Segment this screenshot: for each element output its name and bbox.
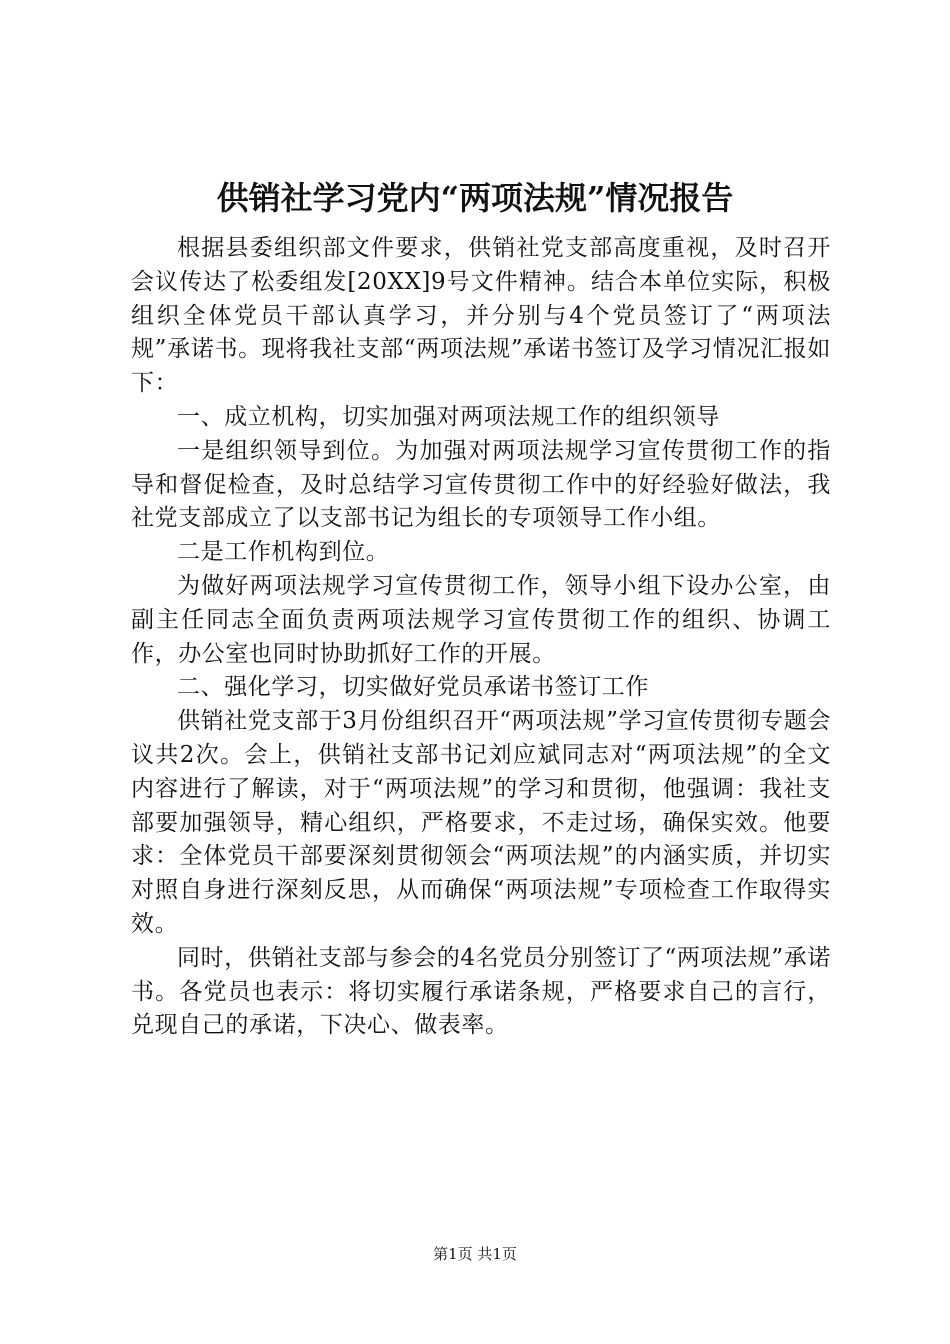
- paragraph-meeting: 供销社党支部于3月份组织召开“两项法规”学习宣传贯彻专题会议共2次。会上，供销社支部书记刘应斌同志对“两项法规”的全文内容进行了解读，对于“两项法规”的学习和贯彻，他强调：我社支部要加强领导，精心组织，严格要求，不走过场，确保实效。他要求：全体党员干部要深刻贯彻领会“两项法规”的内涵实质，并切实对照自身进行深刻反思，从而确保“两项法规”专项检查工作取得实效。: [131, 708, 831, 937]
- document-title: 供销社学习党内“两项法规”情况报告: [216, 179, 734, 217]
- paragraph-commitment: 同时，供销社支部与参会的4名党员分别签订了“两项法规”承诺书。各党员也表示：将切实履行承诺条规，严格要求自己的言行，兑现自己的承诺，下决心、做表率。: [131, 944, 831, 1039]
- section-heading-2: 二、强化学习，切实做好党员承诺书签订工作: [177, 674, 649, 701]
- paragraph-leadership: 一是组织领导到位。为加强对两项法规学习宣传贯彻工作的指导和督促检查，及时总结学习宣传贯彻工作中的好经验好做法，我社党支部成立了以支部书记为组长的专项领导工作小组。: [131, 437, 831, 532]
- page-footer: 第1页 共1页: [433, 1245, 517, 1263]
- section-heading-1: 一、成立机构，切实加强对两项法规工作的组织领导: [177, 403, 720, 430]
- paragraph-office: 为做好两项法规学习宣传贯彻工作，领导小组下设办公室，由副主任同志全面负责两项法规学习宣传贯彻工作的组织、协调工作，办公室也同时协助抓好工作的开展。: [131, 572, 831, 667]
- paragraph-organization: 二是工作机构到位。: [177, 539, 390, 566]
- document-body: [131, 232, 831, 1043]
- paragraph-intro: 根据县委组织部文件要求，供销社党支部高度重视，及时召开会议传达了松委组发[20XX]9号文件精神。结合本单位实际，积极组织全体党员干部认真学习，并分别与4个党员签订了“两项法规”承诺书。现将我社支部“两项法规”承诺书签订及学习情况汇报如下：: [131, 235, 831, 397]
